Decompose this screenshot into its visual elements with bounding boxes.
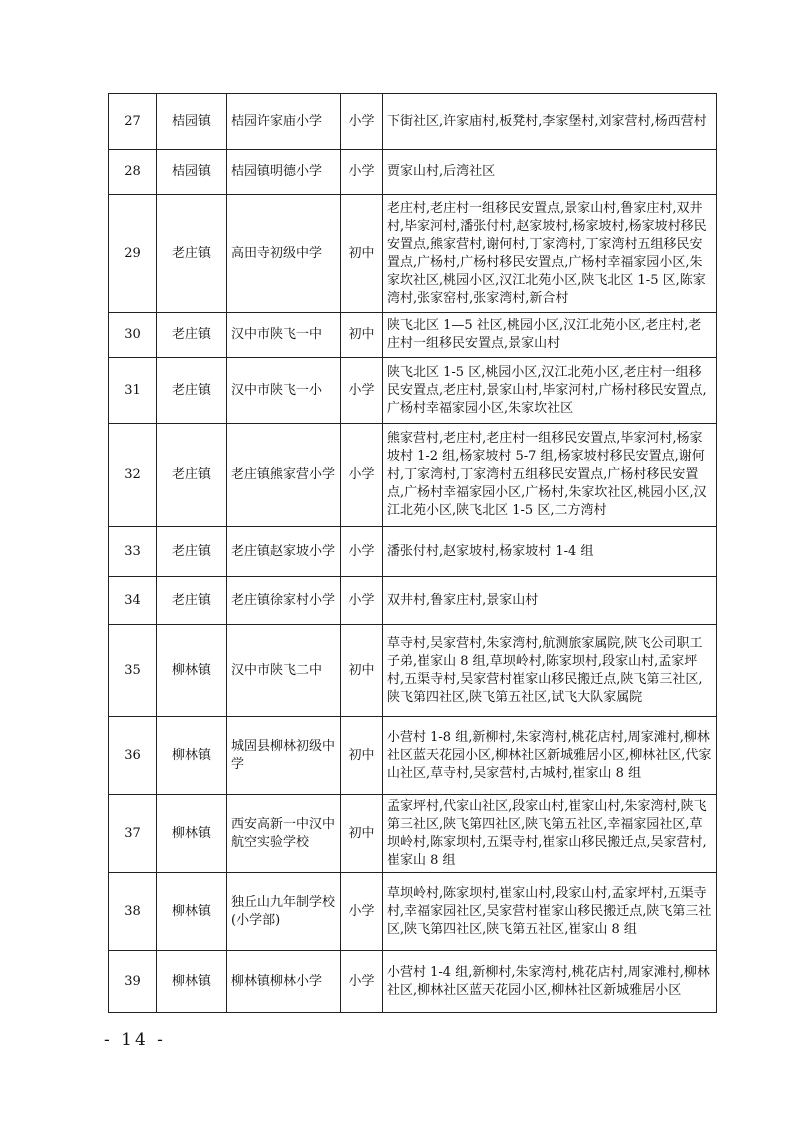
school-cell: 桔园许家庙小学	[227, 94, 341, 150]
town-cell: 老庄镇	[157, 195, 227, 313]
level-cell: 初中	[341, 717, 383, 795]
level-cell: 小学	[341, 150, 383, 195]
table-row	[109, 424, 717, 527]
town-cell: 柳林镇	[157, 625, 227, 717]
table-row	[109, 717, 717, 795]
row-number: 39	[109, 951, 157, 1013]
service-area-cell: 孟家坪村,代家山社区,段家山村,崔家山村,朱家湾村,陕飞第三社区,陕飞第四社区,陕飞第五社区,幸福家园社区,草坝岭村,陈家坝村,五渠寺村,崔家山移民搬迁点,吴家营村,崔家山 8 组	[383, 795, 717, 873]
town-cell: 柳林镇	[157, 717, 227, 795]
town-cell: 桔园镇	[157, 94, 227, 150]
service-area-cell: 熊家营村,老庄村,老庄村一组移民安置点,毕家河村,杨家坡村 1-2 组,杨家坡村 5-7 组,杨家坡村移民安置点,谢何村,丁家湾村,丁家湾村五组移民安置点,广杨村移民安置点,广杨村幸福家园小区,广杨村,朱家坎社区,桃园小区,汉江北苑小区,陕飞北区 1-5 区,二方湾村	[383, 424, 717, 527]
row-number: 32	[109, 424, 157, 527]
level-cell: 初中	[341, 195, 383, 313]
table-row	[109, 625, 717, 717]
school-cell: 老庄镇熊家营小学	[227, 424, 341, 527]
school-cell: 独丘山九年制学校(小学部)	[227, 873, 341, 951]
service-area-cell: 小营村 1-4 组,新柳村,朱家湾村,桃花店村,周家滩村,柳林社区,柳林社区蓝天花园小区,柳林社区新城雅居小区	[383, 951, 717, 1013]
school-cell: 汉中市陕飞一中	[227, 313, 341, 358]
row-number: 34	[109, 577, 157, 625]
level-cell: 初中	[341, 795, 383, 873]
service-area-cell: 陕飞北区 1-5 区,桃园小区,汉江北苑小区,老庄村一组移民安置点,老庄村,景家山村,毕家河村,广杨村移民安置点,广杨村幸福家园小区,朱家坎社区	[383, 358, 717, 424]
service-area-cell: 草寺村,吴家营村,朱家湾村,航测旅家属院,陕飞公司职工子弟,崔家山 8 组,草坝岭村,陈家坝村,段家山村,孟家坪村,五渠寺村,吴家营村崔家山移民搬迁点,陕飞第三社区,陕飞第四社区,陕飞第五社区,试飞大队家属院	[383, 625, 717, 717]
level-cell: 小学	[341, 873, 383, 951]
town-cell: 柳林镇	[157, 795, 227, 873]
town-cell: 老庄镇	[157, 527, 227, 577]
level-cell: 小学	[341, 358, 383, 424]
school-cell: 汉中市陕飞二中	[227, 625, 341, 717]
service-area-cell: 双井村,鲁家庄村,景家山村	[383, 577, 717, 625]
school-cell: 老庄镇赵家坡小学	[227, 527, 341, 577]
school-cell: 汉中市陕飞一小	[227, 358, 341, 424]
row-number: 37	[109, 795, 157, 873]
table-row	[109, 951, 717, 1013]
level-cell: 小学	[341, 527, 383, 577]
service-area-cell: 贾家山村,后湾社区	[383, 150, 717, 195]
row-number: 38	[109, 873, 157, 951]
service-area-cell: 潘张付村,赵家坡村,杨家坡村 1-4 组	[383, 527, 717, 577]
school-cell: 城固县柳林初级中学	[227, 717, 341, 795]
service-area-cell: 下街社区,许家庙村,板凳村,李家堡村,刘家营村,杨西营村	[383, 94, 717, 150]
service-area-cell: 老庄村,老庄村一组移民安置点,景家山村,鲁家庄村,双井村,毕家河村,潘张付村,赵家坡村,杨家坡村,杨家坡村移民安置点,熊家营村,谢何村,丁家湾村,丁家湾村五组移民安置点,广杨村,广杨村移民安置点,广杨村幸福家园小区,朱家坎社区,桃园小区,汉江北苑小区,陕飞北区 1-5 区,陈家湾村,张家窑村,张家湾村,新合村	[383, 195, 717, 313]
school-cell: 老庄镇徐家村小学	[227, 577, 341, 625]
school-cell: 桔园镇明德小学	[227, 150, 341, 195]
table-row	[109, 150, 717, 195]
row-number: 33	[109, 527, 157, 577]
row-number: 28	[109, 150, 157, 195]
town-cell: 老庄镇	[157, 358, 227, 424]
table-row	[109, 577, 717, 625]
row-number: 35	[109, 625, 157, 717]
school-district-table	[108, 93, 717, 1013]
level-cell: 小学	[341, 94, 383, 150]
row-number: 29	[109, 195, 157, 313]
table-row	[109, 313, 717, 358]
table-row	[109, 195, 717, 313]
service-area-cell: 陕飞北区 1—5 社区,桃园小区,汉江北苑小区,老庄村,老庄村一组移民安置点,景家山村	[383, 313, 717, 358]
level-cell: 初中	[341, 313, 383, 358]
town-cell: 老庄镇	[157, 424, 227, 527]
table-row	[109, 873, 717, 951]
row-number: 36	[109, 717, 157, 795]
school-cell: 西安高新一中汉中航空实验学校	[227, 795, 341, 873]
town-cell: 老庄镇	[157, 313, 227, 358]
row-number: 30	[109, 313, 157, 358]
table-row	[109, 527, 717, 577]
school-cell: 高田寺初级中学	[227, 195, 341, 313]
table-row	[109, 358, 717, 424]
town-cell: 老庄镇	[157, 577, 227, 625]
row-number: 27	[109, 94, 157, 150]
town-cell: 柳林镇	[157, 951, 227, 1013]
level-cell: 小学	[341, 951, 383, 1013]
level-cell: 小学	[341, 424, 383, 527]
service-area-cell: 小营村 1-8 组,新柳村,朱家湾村,桃花店村,周家滩村,柳林社区蓝天花园小区,柳林社区新城雅居小区,柳林社区,代家山社区,草寺村,吴家营村,古城村,崔家山 8 组	[383, 717, 717, 795]
row-number: 31	[109, 358, 157, 424]
service-area-cell: 草坝岭村,陈家坝村,崔家山村,段家山村,孟家坪村,五渠寺村,幸福家园社区,吴家营村崔家山移民搬迁点,陕飞第三社区,陕飞第四社区,陕飞第五社区,崔家山 8 组	[383, 873, 717, 951]
level-cell: 初中	[341, 625, 383, 717]
town-cell: 柳林镇	[157, 873, 227, 951]
town-cell: 桔园镇	[157, 150, 227, 195]
school-cell: 柳林镇柳林小学	[227, 951, 341, 1013]
table-row	[109, 795, 717, 873]
page-number: - 14 -	[104, 1030, 166, 1050]
table-row	[109, 94, 717, 150]
level-cell: 小学	[341, 577, 383, 625]
